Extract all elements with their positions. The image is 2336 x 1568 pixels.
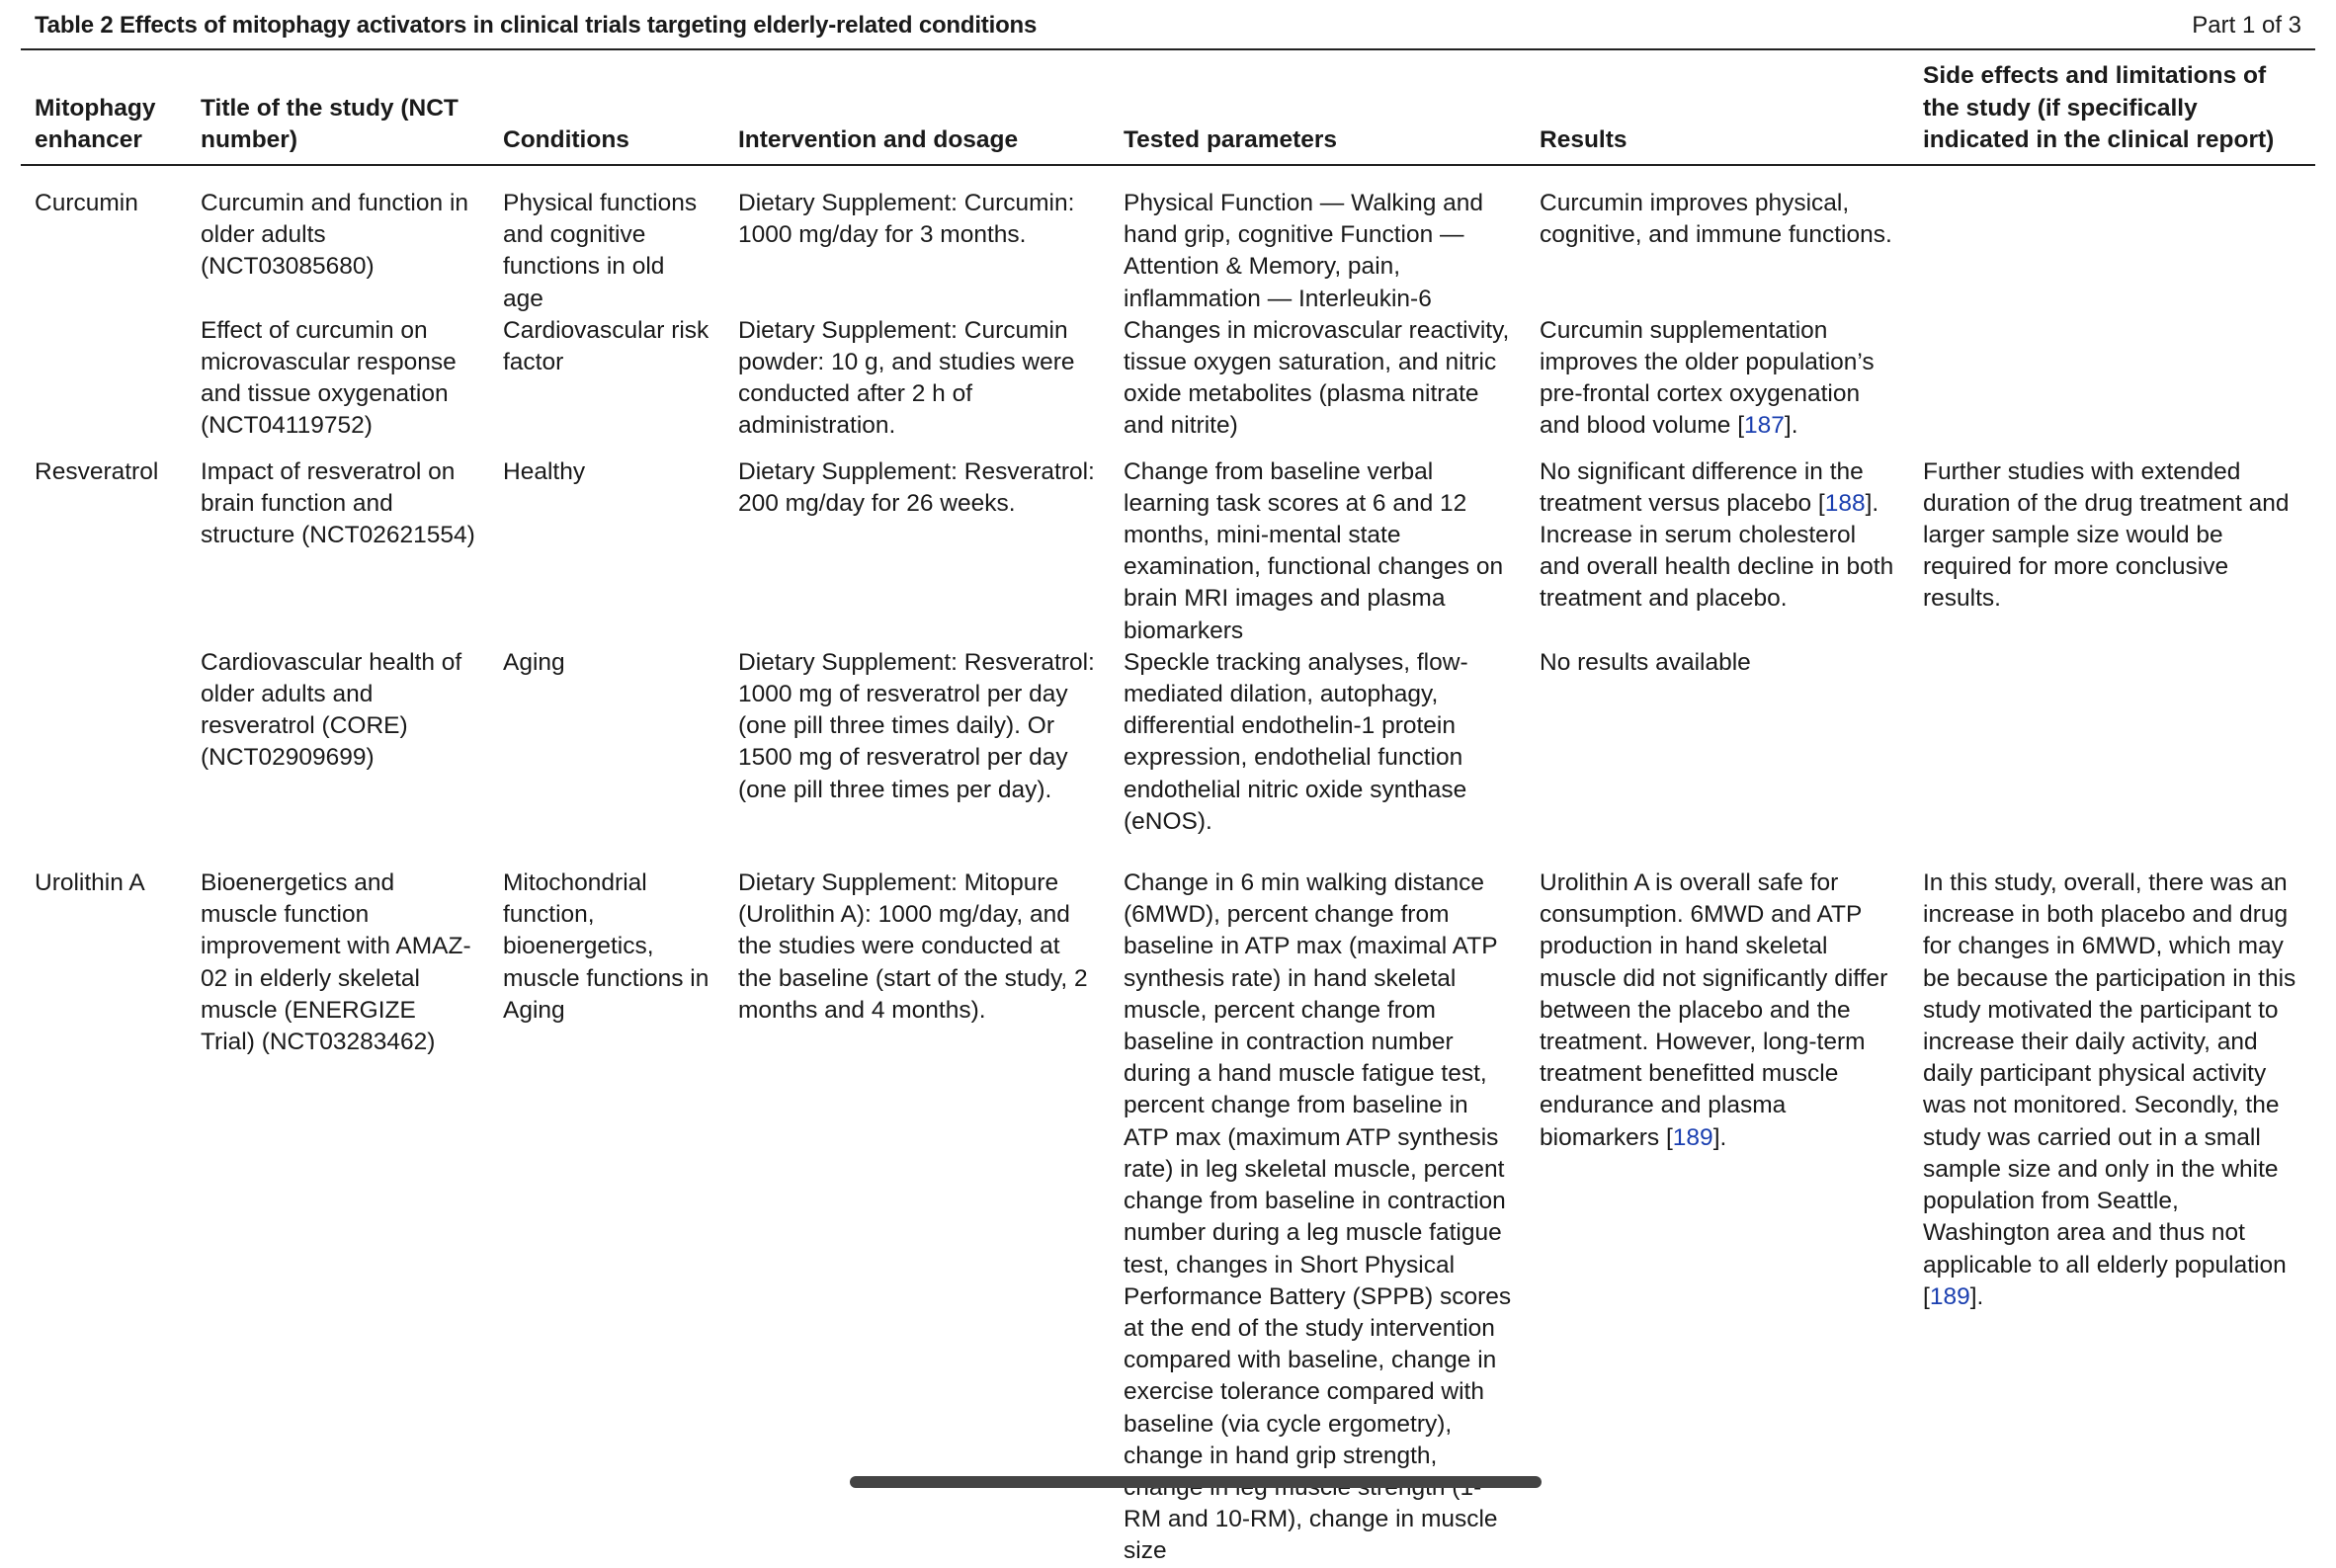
cell-side-effects — [1909, 838, 2315, 1567]
cell-conditions: Mitochondrial function, bioenergetics, muscle functions in Aging — [503, 869, 709, 1024]
table-row — [21, 838, 2315, 1567]
cell-enhancer: Resveratrol — [35, 457, 159, 485]
header-enhancer: Mitophagy enhancer — [35, 94, 156, 153]
cell-title: Cardiovascular health of older adults and resveratrol (CORE) (NCT02909699) — [201, 648, 462, 772]
cell-side-effects — [1909, 647, 2315, 838]
reference-link[interactable]: 189 — [1672, 1123, 1713, 1151]
cell-parameters: Physical Function — Walking and hand grip, cognitive Function — Attention & Memory, pain, inflammation — Interleukin-6 — [1124, 190, 1484, 312]
cell-results-text: Curcumin improves physical, cognitive, and immune functions. — [1540, 190, 1892, 249]
cell-results-text: Urolithin A is overall safe for consumption. 6MWD and ATP production in hand skeletal muscle did not significantly differ between the placebo and the treatment. However, long-term treatment benefitted muscle endurance and plasma biomarkers [ — [1540, 869, 1888, 1151]
table-row — [21, 315, 2315, 443]
cell-parameters: Change in 6 min walking distance (6MWD), percent change from baseline in ATP max (maximal ATP synthesis rate) in hand skeletal muscle, percent change from baseline in contraction number during a hand muscle fatigue test, percent change from baseline in ATP max (maximum ATP synthesis rate) in leg skeletal muscle, percent change from baseline in contraction number during a leg muscle fatigue test, changes in Short Physical Performance Battery (SPPB) scores at the end of the study intervention compared with baseline, change in exercise tolerance compared with baseline (via cycle ergometry), change in hand grip strength, RM and 10-RM), change in muscle size — [1124, 869, 1512, 1565]
cell-results-tail: ]. — [1712, 1123, 1727, 1151]
cell-side-effects-text: Further studies with extended duration of the drug treatment and larger sample size would be required for more conclusive results. — [1923, 457, 2290, 613]
cell-intervention: Dietary Supplement: Curcumin powder: 10 g, and studies were conducted after 2 h of administration. — [738, 316, 1075, 440]
cell-results-tail: ]. — [1784, 412, 1798, 440]
cell-intervention: Dietary Supplement: Curcumin: 1000 mg/day for 3 months. — [738, 190, 1075, 249]
cell-results — [1526, 315, 1909, 443]
cell-conditions: Physical functions and cognitive functions in old age — [503, 190, 698, 312]
cell-results — [1526, 647, 1909, 838]
cell-results-text: Curcumin supplementation improves the older population’s pre-frontal cortex oxygenation and blood volume [ — [1540, 316, 1875, 440]
reference-link[interactable]: 189 — [1929, 1282, 1970, 1310]
caption-row — [35, 8, 2301, 43]
table-row — [21, 647, 2315, 838]
cell-results — [1526, 838, 1909, 1567]
header-intervention: Intervention and dosage — [738, 125, 1019, 153]
scrollbar[interactable] — [850, 1476, 1542, 1488]
reference-link[interactable]: 188 — [1824, 489, 1866, 517]
header-parameters: Tested parameters — [1124, 125, 1338, 153]
table-body — [21, 166, 2315, 1568]
part-indicator: Part 1 of 3 — [2192, 12, 2301, 39]
cell-side-effects — [1909, 315, 2315, 443]
header-title: Title of the study (NCT number) — [201, 94, 459, 153]
cell-title: Impact of resveratrol on brain function and structure (NCT02621554) — [201, 457, 475, 549]
cell-parameters: Changes in microvascular reactivity, tissue oxygen saturation, and nitric oxide metabolites (plasma nitrate and nitrite) — [1124, 316, 1510, 440]
table-row — [21, 443, 2315, 647]
cell-conditions: Healthy — [503, 457, 586, 485]
cell-conditions: Aging — [503, 648, 565, 676]
cell-enhancer: Curcumin — [35, 190, 138, 216]
cell-intervention: Dietary Supplement: Resveratrol: 200 mg/day for 26 weeks. — [738, 457, 1095, 517]
cell-title: Effect of curcumin on microvascular response and tissue oxygenation (NCT04119752) — [201, 316, 457, 440]
cell-parameters: Change from baseline verbal learning task scores at 6 and 12 months, mini-mental state examination, functional changes on brain MRI images and plasma biomarkers — [1124, 457, 1504, 644]
cell-results — [1526, 166, 1909, 315]
cell-parameters: Speckle tracking analyses, flow-mediated dilation, autophagy, differential endothelin-1 protein expression, endothelial function endothelial nitric oxide synthase (eNOS). — [1124, 648, 1468, 835]
cell-side-effects — [1909, 443, 2315, 647]
cell-side-effects-tail: ]. — [1969, 1282, 1984, 1310]
cell-enhancer — [21, 315, 187, 443]
top-rule — [21, 48, 2315, 50]
cell-enhancer: Urolithin A — [35, 869, 145, 897]
cell-title: Bioenergetics and muscle function improvement with AMAZ-02 in elderly skeletal muscle (ENERGIZE Trial) (NCT03283462) — [201, 869, 471, 1056]
cell-title: Curcumin and function in older adults (NCT03085680) — [201, 190, 469, 281]
cell-intervention: Dietary Supplement: Resveratrol: 1000 mg of resveratrol per day (one pill three times daily). Or 1500 mg of resveratrol per day (one pill three times per day). — [738, 648, 1095, 803]
header-results: Results — [1540, 125, 1627, 153]
cell-side-effects — [1909, 166, 2315, 315]
cell-conditions: Cardiovascular risk factor — [503, 316, 709, 376]
table-caption: Table 2 Effects of mitophagy activators in clinical trials targeting elderly-related conditions — [35, 12, 1038, 39]
cell-results-text: No results available — [1540, 648, 1751, 676]
cell-side-effects-text: In this study, overall, there was an increase in both placebo and drug for changes in 6MWD, which may be because the participation in this study motivated the participant to increase their daily activity, and daily participant physical activity was not monitored. Secondly, the study was carried out in a small sample size and only in the white population from Seattle, Washington area and thus not applicable to all elderly population [ — [1923, 869, 2296, 1310]
header-side-effects: Side effects and limitations of the study (if specifically indicated in the clinical report) — [1923, 62, 2275, 153]
trials-table — [21, 53, 2315, 1568]
table-row — [21, 166, 2315, 315]
header-row — [21, 53, 2315, 166]
cell-results — [1526, 443, 1909, 647]
cell-results-tail: ]. Increase in serum cholesterol and overall health decline in both treatment and placebo. — [1540, 489, 1894, 613]
header-rule — [21, 164, 2315, 166]
cell-enhancer — [21, 647, 187, 838]
cell-intervention: Dietary Supplement: Mitopure (Urolithin A): 1000 mg/day, and the studies were conducted at the baseline (start of the study, 2 months and 4 months). — [738, 869, 1088, 1024]
cell-results-text: No significant difference in the treatment versus placebo [ — [1540, 457, 1864, 517]
reference-link[interactable]: 187 — [1744, 412, 1785, 440]
header-conditions: Conditions — [503, 125, 629, 153]
